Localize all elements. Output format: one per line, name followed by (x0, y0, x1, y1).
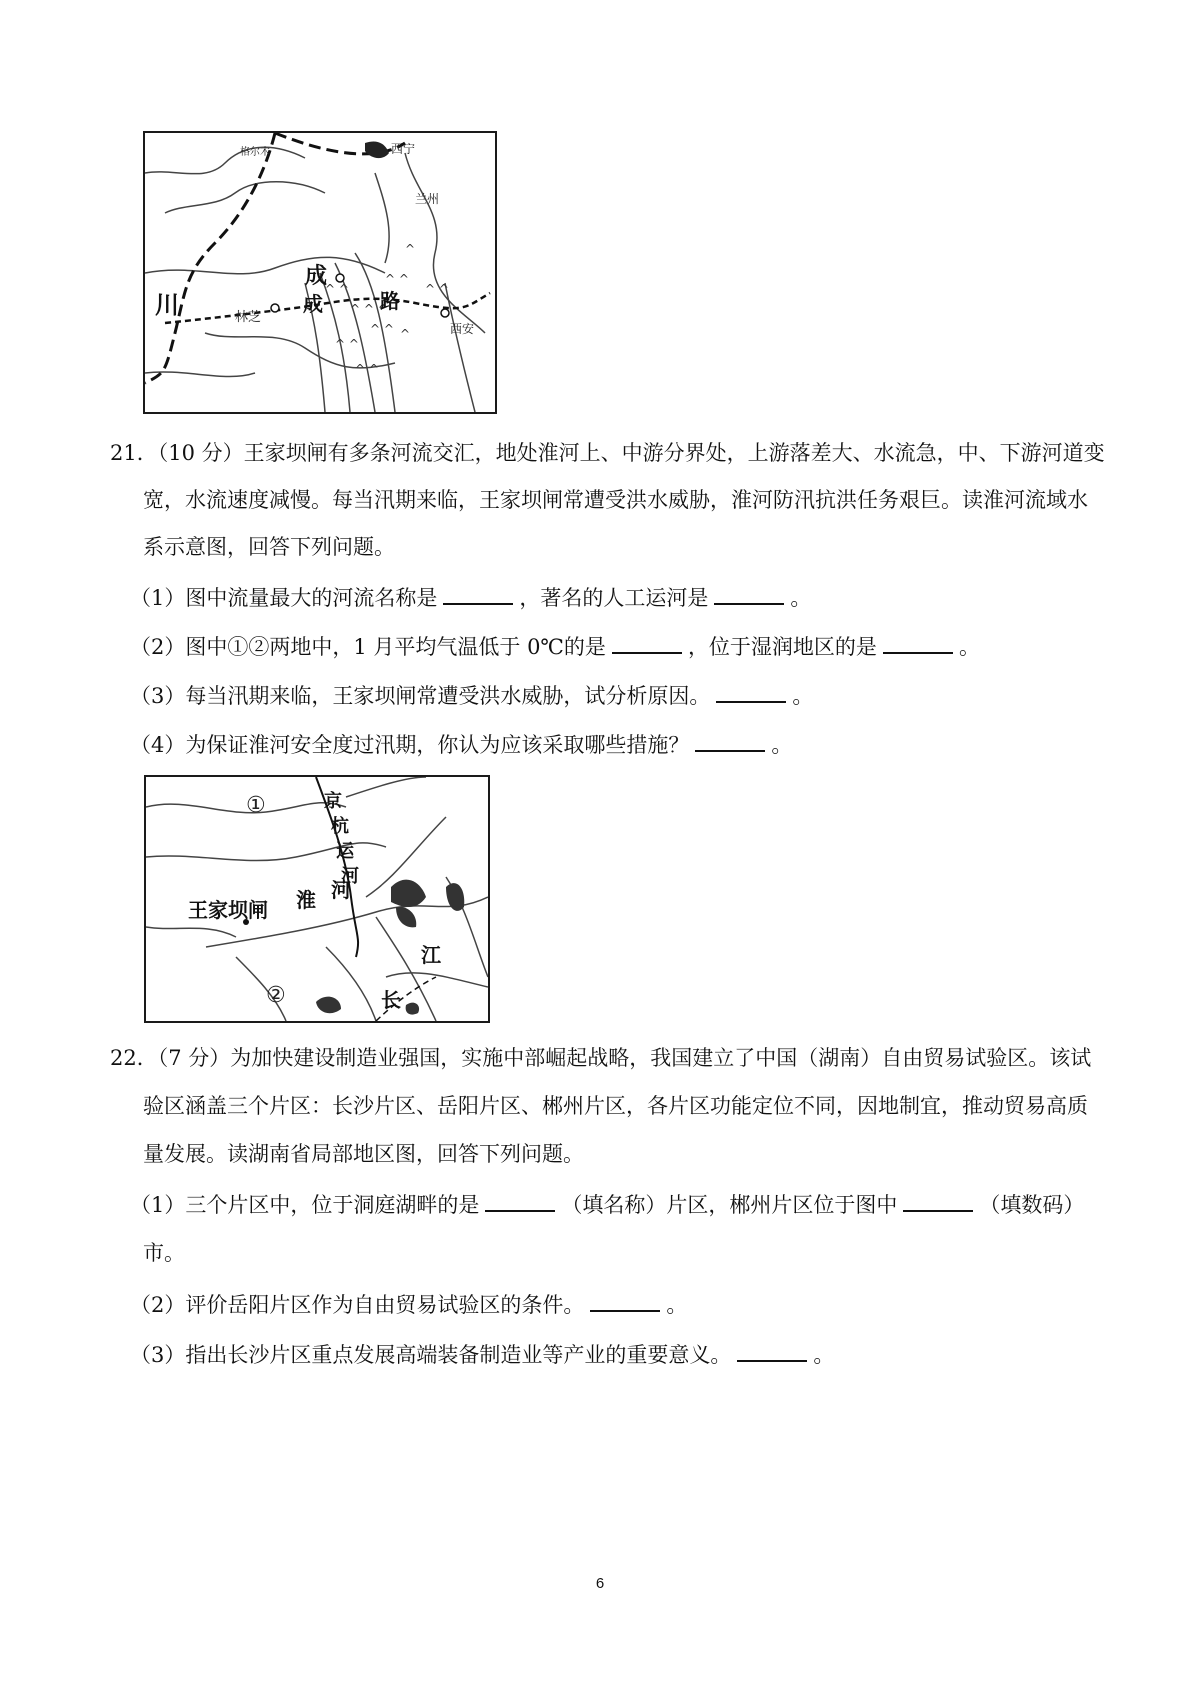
q21-stem-line3: 系示意图，回答下列问题。 (143, 535, 395, 559)
q21-sub2-text-b: ，位于湿润地区的是 (687, 635, 877, 659)
q22-sub3 (130, 1340, 834, 1370)
q21-sub2-blank-1[interactable] (612, 632, 682, 654)
map2-label-jing: 京 (324, 791, 342, 812)
map1-label-cheng: 成 (305, 264, 328, 289)
q22-sub1-line2: 市。 (143, 1241, 185, 1265)
map-drawing-top (145, 133, 495, 412)
q21-stem-line1: 21．（10 分）王家坝闸有多条河流交汇，地处淮河上、中游分界处，上游落差大、水流急，中、下游河道变 (110, 441, 1105, 465)
page-number: 6 (595, 1575, 605, 1592)
q22-sub1-text-a: （1）三个片区中，位于洞庭湖畔的是 (130, 1193, 480, 1217)
q22-stem-line2: 验区涵盖三个片区：长沙片区、岳阳片区、郴州片区，各片区功能定位不同，因地制宜，推动贸易高质 (143, 1094, 1088, 1118)
q21-sub2-text-a: （2）图中①②两地中，1 月平均气温低于 0℃的是 (130, 635, 606, 659)
svg-text:^ ^ ^: ^ ^ ^ (350, 302, 388, 316)
q21-sub4-text-a: （4）为保证淮河安全度过汛期，你认为应该采取哪些措施？ (130, 733, 690, 757)
q21-sub4-text-c: 。 (771, 733, 793, 757)
map1-label-chuan: 川 (155, 291, 179, 319)
q21-sub2-blank-2[interactable] (883, 632, 953, 654)
svg-text:^ ^: ^ ^ (355, 362, 379, 376)
q21-sub3-blank[interactable] (716, 681, 786, 703)
q21-sub1-blank-1[interactable] (443, 583, 513, 605)
map1-label-lu: 路 (380, 289, 400, 313)
svg-text:^ ^: ^ ^ (370, 322, 394, 336)
map2-label-wangjiaba: 王家坝闸 (188, 898, 268, 922)
q21-sub2 (130, 632, 980, 662)
map1-label-lin: 林芝 (235, 310, 262, 325)
q22-sub2-text-c: 。 (666, 1293, 688, 1317)
svg-text:^ ^: ^ ^ (385, 272, 409, 286)
q22-sub2-blank[interactable] (590, 1290, 660, 1312)
map2-label-yun: 运 (336, 841, 354, 862)
map1-label-cheng2: 成 (303, 292, 323, 316)
q21-sub4 (130, 730, 792, 760)
svg-text:^: ^ (405, 242, 416, 256)
svg-text:^ ^: ^ ^ (335, 337, 359, 351)
q21-sub4-blank[interactable] (695, 730, 765, 752)
map1-label-top-left: 格尔木 (240, 147, 270, 158)
map-figure-huai-river (144, 775, 490, 1023)
q22-sub3-text-c: 。 (813, 1343, 835, 1367)
map1-label-xining: 西宁 (391, 142, 416, 156)
q21-sub1-text-b: ，著名的人工运河是 (519, 586, 709, 610)
map1-label-lanzhou: 兰州 (415, 192, 440, 206)
svg-text:^: ^ (400, 327, 411, 341)
map-figure-top (143, 131, 497, 414)
q21-sub3 (130, 681, 813, 711)
map1-label-xian: 西安 (450, 322, 475, 336)
map2-label-yunhe: 河 (341, 866, 359, 887)
q22-sub3-text-a: （3）指出长沙片区重点发展高端装备制造业等产业的重要意义。 (130, 1343, 732, 1367)
q21-sub1-blank-2[interactable] (714, 583, 784, 605)
map2-label-jiang: 江 (421, 943, 441, 967)
q21-sub2-text-c: 。 (958, 635, 980, 659)
q22-sub1-text-c: （填数码） (979, 1193, 1085, 1217)
q22-sub1-text-b: （填名称）片区，郴州片区位于图中 (561, 1193, 898, 1217)
q21-sub1-text-c: 。 (790, 586, 812, 610)
q22-stem-line1: 22．（7 分）为加快建设制造业强国，实施中部崛起战略，我国建立了中国（湖南）自由贸易试验区。该试 (110, 1046, 1092, 1070)
q22-stem-line3: 量发展。读湖南省局部地区图，回答下列问题。 (143, 1142, 584, 1166)
map2-label-huai: 淮 (296, 888, 316, 912)
q22-sub1 (130, 1190, 1084, 1220)
map2-label-chang: 长 (381, 988, 401, 1012)
svg-text:^ ^: ^ ^ (325, 282, 349, 296)
q22-sub3-blank[interactable] (737, 1340, 807, 1362)
map2-label-hang: 杭 (331, 816, 349, 837)
q22-sub2 (130, 1290, 687, 1320)
map-drawing-huai-river (146, 777, 488, 1021)
q21-sub1-text-a: （1）图中流量最大的河流名称是 (130, 586, 438, 610)
q21-stem-line2: 宽，水流速度减慢。每当汛期来临，王家坝闸常遭受洪水威胁，淮河防汛抗洪任务艰巨。读淮河流域水 (143, 488, 1088, 512)
q22-sub1-blank-1[interactable] (485, 1190, 555, 1212)
map2-label-one: ① (246, 793, 266, 818)
q21-sub1 (130, 583, 811, 613)
q21-sub3-text-a: （3）每当汛期来临，王家坝闸常遭受洪水威胁，试分析原因。 (130, 684, 711, 708)
map2-label-two: ② (266, 983, 286, 1008)
svg-text:^ ^: ^ ^ (425, 282, 449, 296)
map2-label-he: 河 (331, 878, 351, 902)
q22-sub2-text-a: （2）评价岳阳片区作为自由贸易试验区的条件。 (130, 1293, 585, 1317)
q22-sub1-blank-2[interactable] (903, 1190, 973, 1212)
q21-sub3-text-c: 。 (792, 684, 814, 708)
